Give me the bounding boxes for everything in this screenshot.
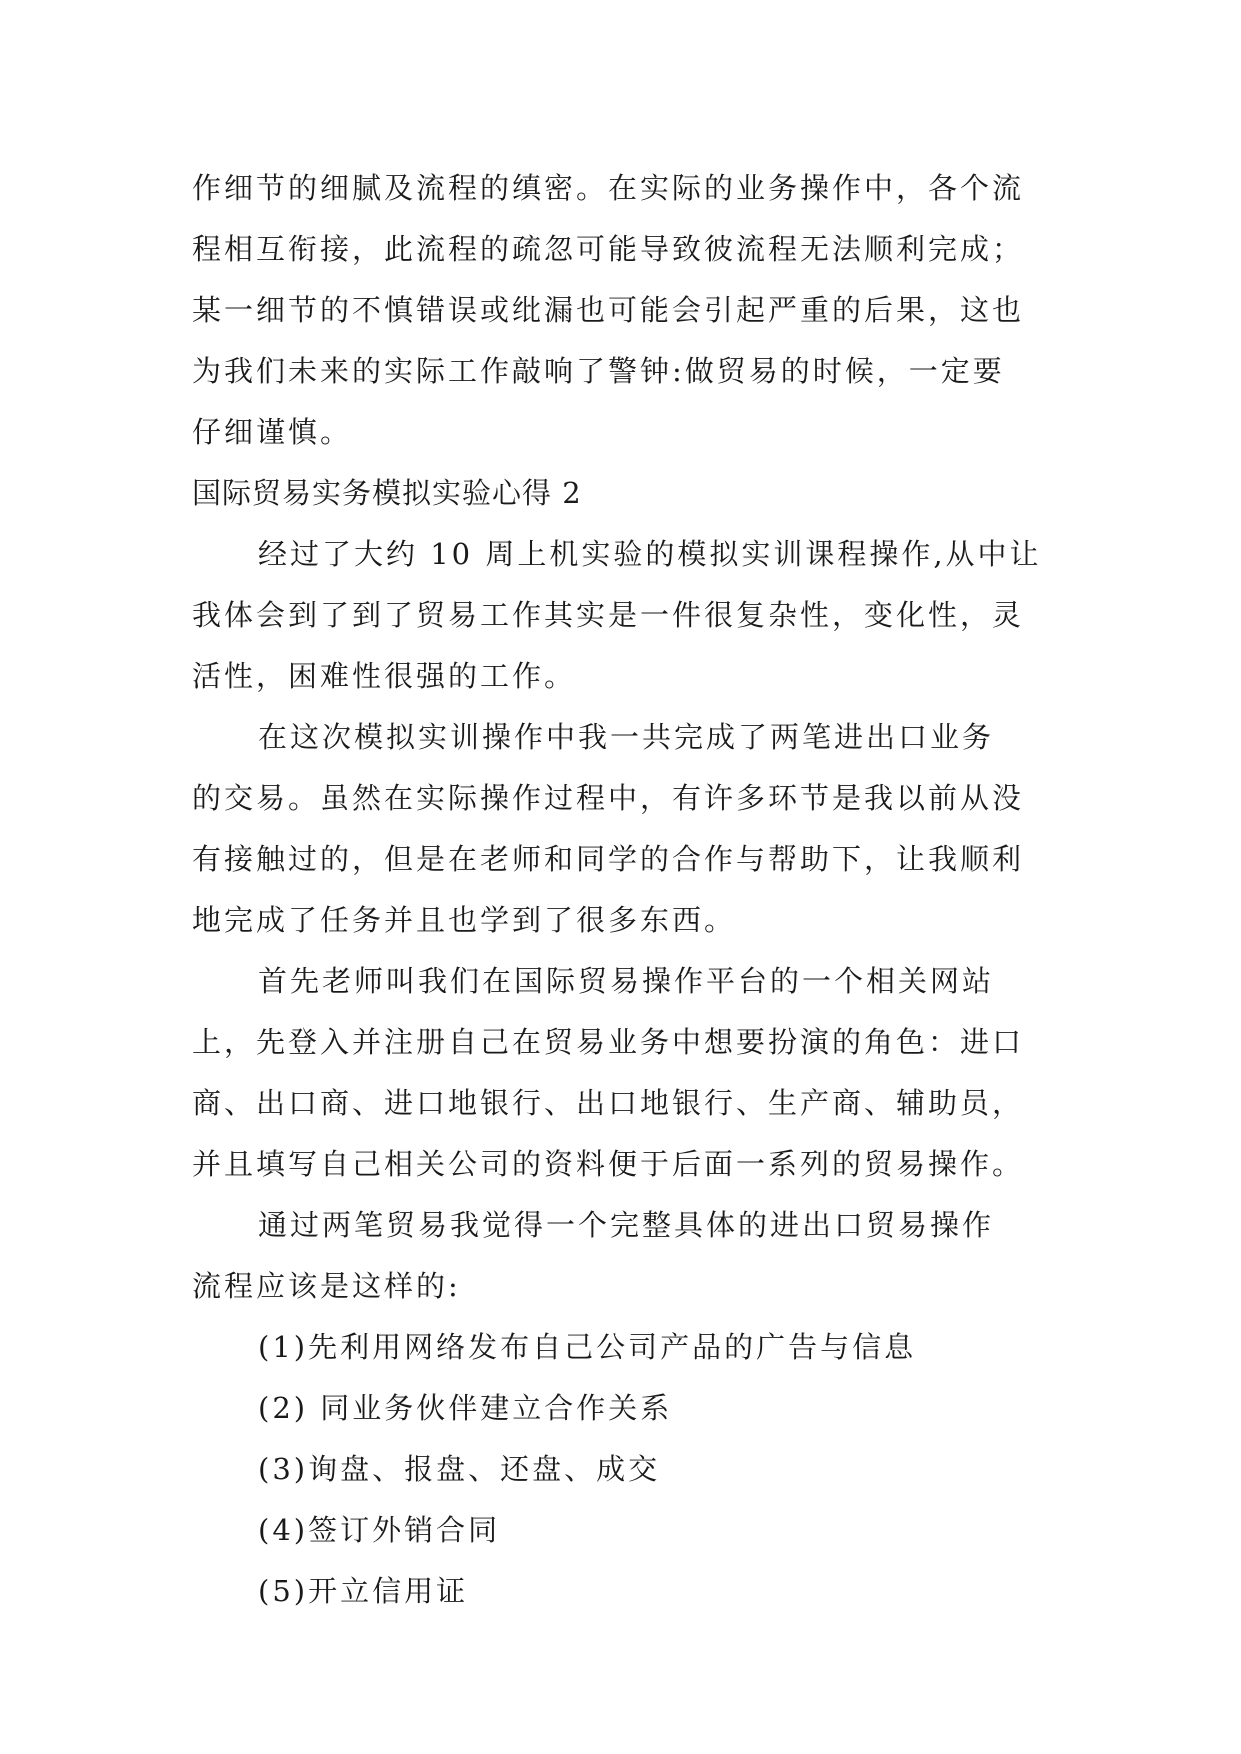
text-line: 程相互衔接，此流程的疏忽可能导致彼流程无法顺利完成； — [192, 232, 1025, 266]
text-line: (4)签订外销合同 — [258, 1513, 501, 1547]
text-line: 活性，困难性很强的工作。 — [192, 659, 577, 693]
text-line: 经过了大约 10 周上机实验的模拟实训课程操作,从中让 — [258, 537, 1042, 571]
text-line: 某一细节的不慎错误或纰漏也可能会引起严重的后果，这也 — [192, 293, 1025, 327]
text-line: 首先老师叫我们在国际贸易操作平台的一个相关网站 — [258, 964, 995, 998]
text-line: 我体会到了到了贸易工作其实是一件很复杂性，变化性，灵 — [192, 598, 1025, 632]
text-line: (2) 同业务伙伴建立合作关系 — [258, 1391, 673, 1425]
text-line: 商、出口商、进口地银行、出口地银行、生产商、辅助员， — [192, 1086, 1025, 1120]
text-line: 上，先登入并注册自己在贸易业务中想要扮演的角色：进口 — [192, 1025, 1025, 1059]
text-line: (5)开立信用证 — [258, 1574, 469, 1608]
text-line: 地完成了任务并且也学到了很多东西。 — [192, 903, 737, 937]
text-line: (1)先利用网络发布自己公司产品的广告与信息 — [258, 1330, 917, 1364]
document-page — [192, 158, 1052, 1622]
text-line: 仔细谨慎。 — [192, 415, 353, 449]
text-line: (3)询盘、报盘、还盘、成交 — [258, 1452, 661, 1486]
text-line: 作细节的细腻及流程的缜密。在实际的业务操作中，各个流 — [192, 171, 1025, 205]
text-line: 流程应该是这样的: — [192, 1269, 461, 1303]
text-line: 为我们未来的实际工作敲响了警钟:做贸易的时候，一定要 — [192, 354, 1005, 388]
text-line: 在这次模拟实训操作中我一共完成了两笔进出口业务 — [258, 720, 995, 754]
text-line: 有接触过的，但是在老师和同学的合作与帮助下，让我顺利 — [192, 842, 1025, 876]
text-line: 通过两笔贸易我觉得一个完整具体的进出口贸易操作 — [258, 1208, 995, 1242]
text-line: 并且填写自己相关公司的资料便于后面一系列的贸易操作。 — [192, 1147, 1025, 1181]
section-heading: 国际贸易实务模拟实验心得 2 — [192, 476, 582, 510]
text-line: 的交易。虽然在实际操作过程中，有许多环节是我以前从没 — [192, 781, 1025, 815]
